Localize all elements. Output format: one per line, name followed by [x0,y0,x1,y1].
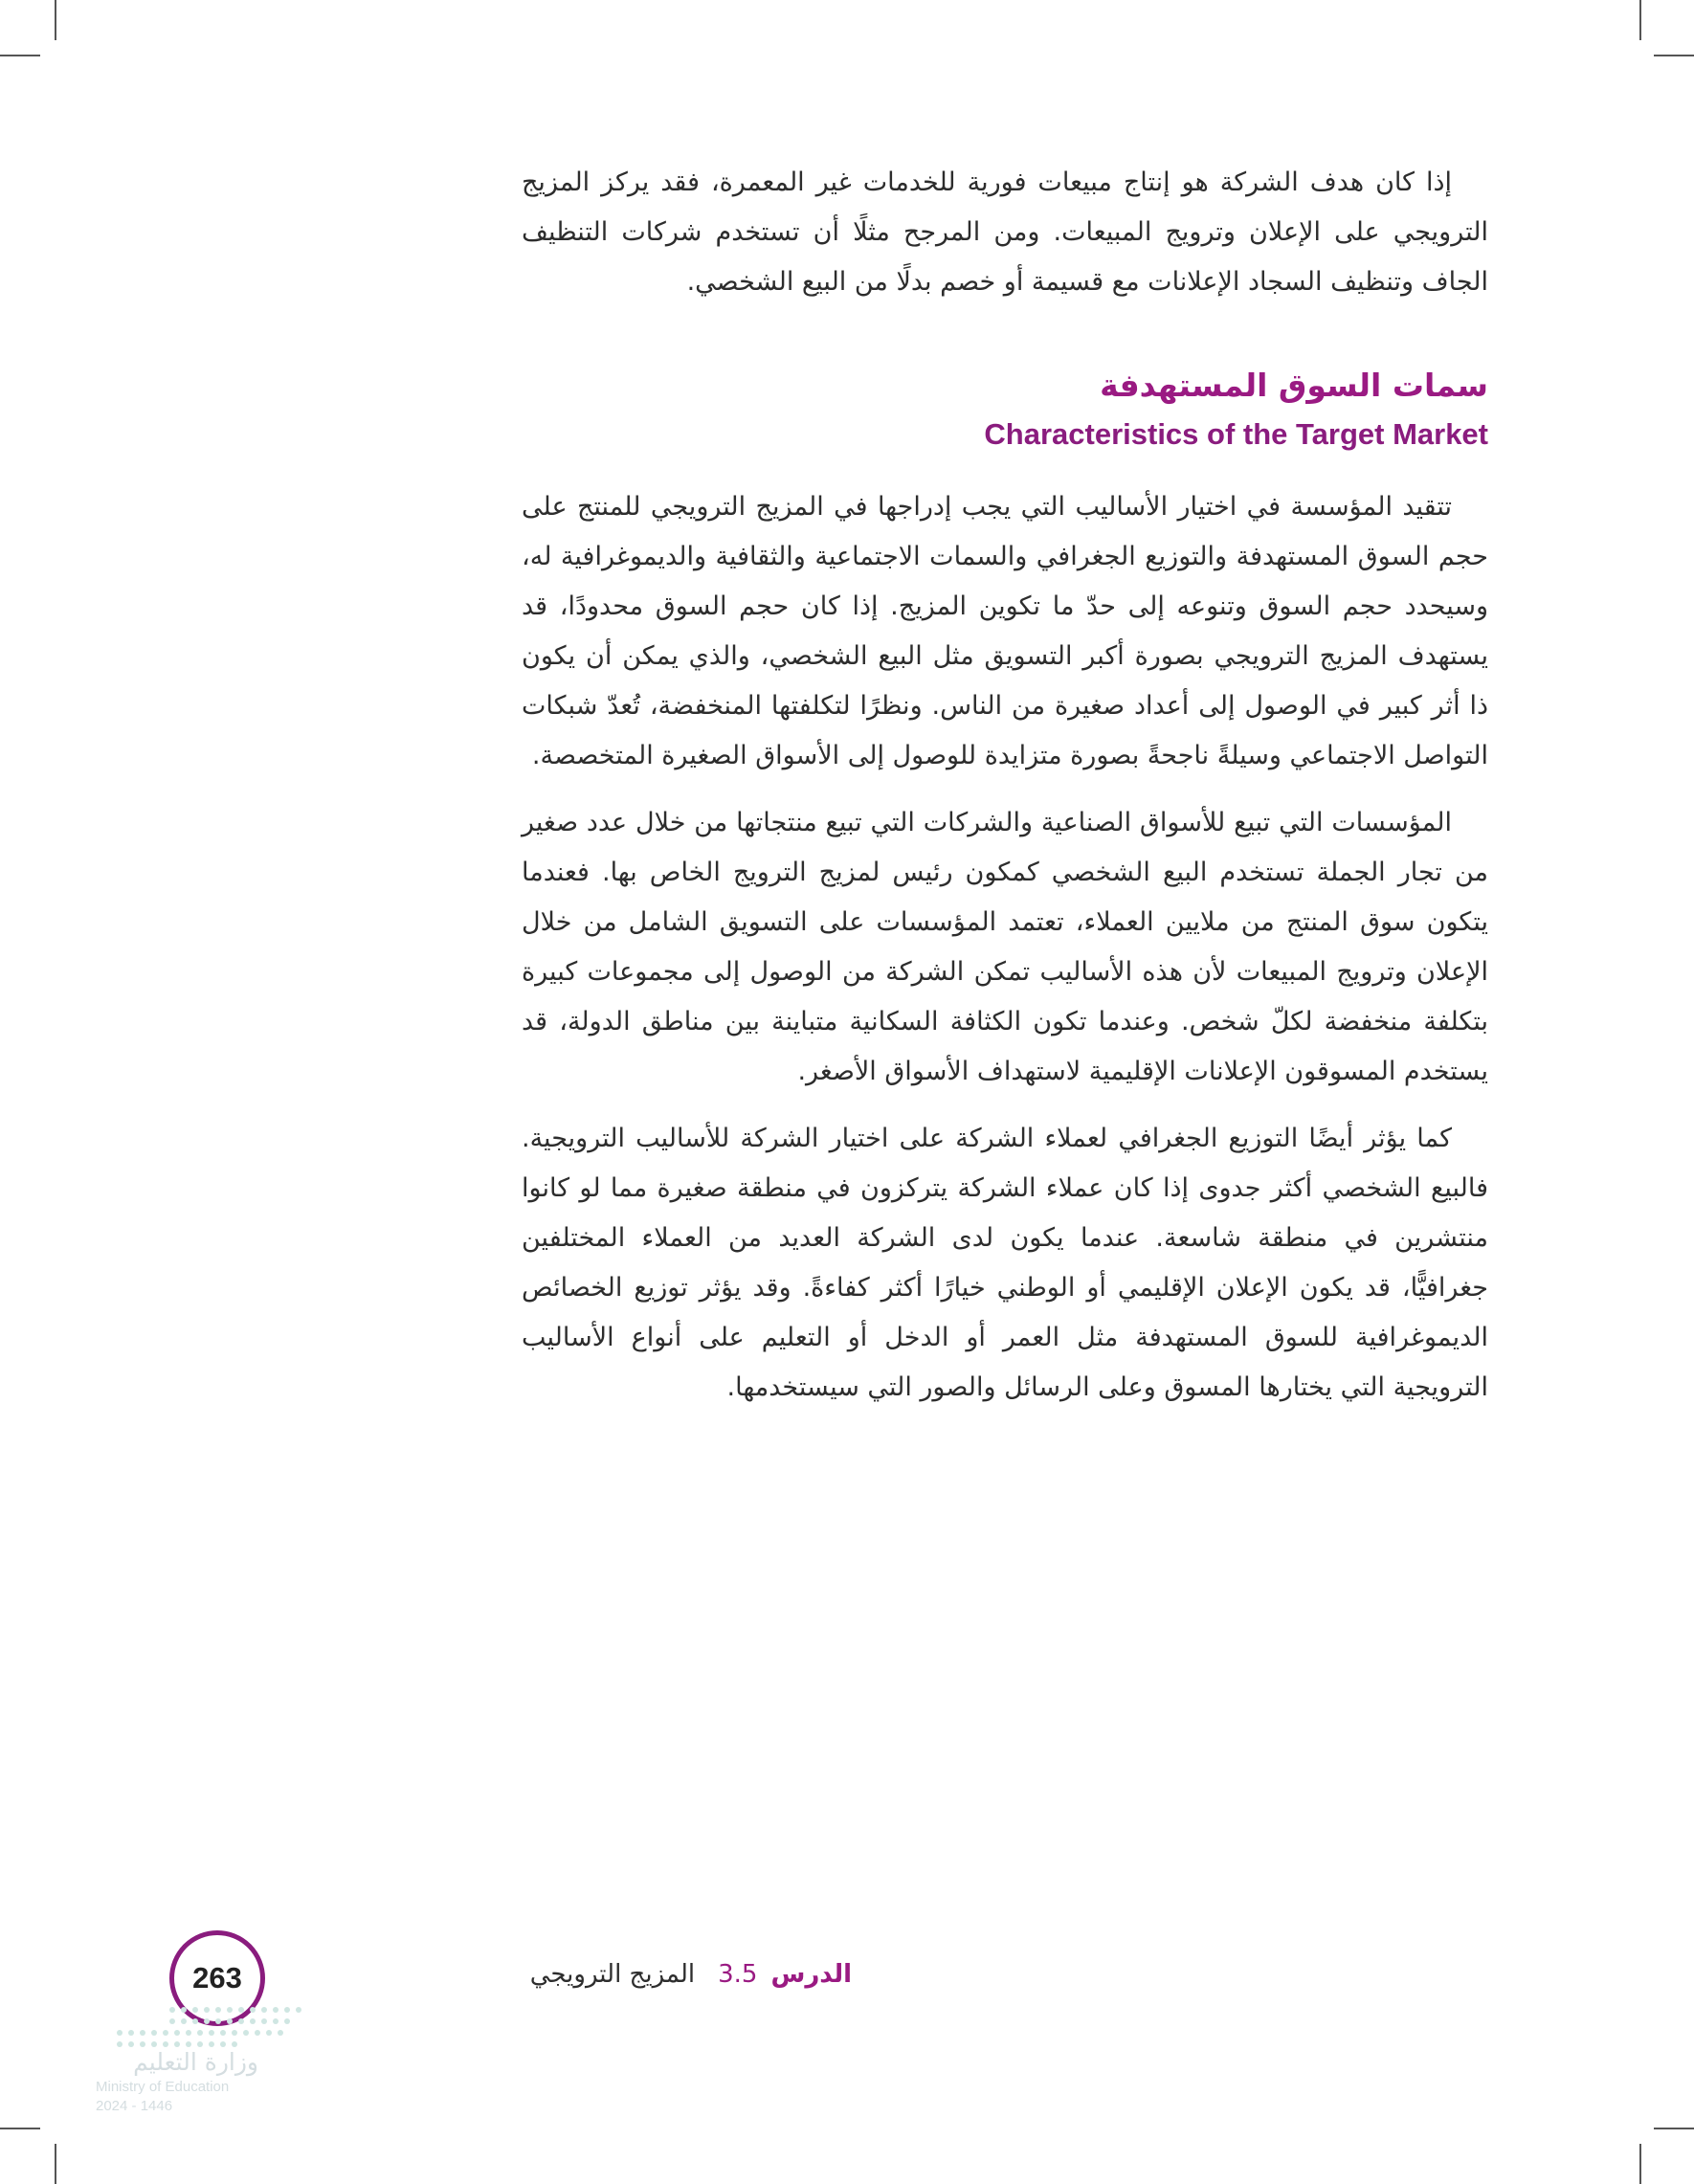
lesson-number: 3.5 [718,1960,758,1989]
crop-mark [55,0,56,40]
intro-paragraph: إذا كان هدف الشركة هو إنتاج مبيعات فورية للخدمات غير المعمرة، فقد يركز المزيج الترويجي على الإعلان وترويج المبيعات. ومن المرجح مثلًا أن تستخدم شركات التنظيف الجاف وتنظيف السجاد الإعلانات مع قسيمة أو خصم بدلًا من البيع الشخصي. [522,167,1488,297]
lesson-title: المزيج الترويجي [529,1960,696,1989]
ministry-name-arabic: وزارة التعليم [133,2048,258,2076]
ministry-name-english: Ministry of Education [96,2079,230,2095]
crop-mark [1639,2144,1641,2184]
section-paragraph-3: كما يؤثر أيضًا التوزيع الجغرافي لعملاء الشركة على اختيار الشركة للأساليب الترويجية. فالبيع الشخصي أكثر جدوى إذا كان عملاء الشركة يتركزون في منطقة صغيرة مما لو كانوا منتشرين في منطقة شاسعة. عندما يكون لدى الشركة العديد من العملاء المختلفين جغرافيًّا، قد يكون الإعلان الإقليمي أو الوطني خيارًا أكثر كفاءةً. وقد يؤثر توزيع الخصائص الديموغرافية للسوق المستهدفة مثل العمر أو الدخل أو التعليم على أنواع الأساليب الترويجية التي يختارها المسوق وعلى الرسائل والصور التي سيستخدمها. [522,1124,1488,1402]
section-paragraph-1: تتقيد المؤسسة في اختيار الأساليب التي يجب إدراجها في المزيج الترويجي للمنتج على حجم السوق المستهدفة والتوزيع الجغرافي والسمات الاجتماعية والثقافية والديموغرافية له، وسيحدد حجم السوق وتنوعه إلى حدّ ما تكوين المزيج. إذا كان حجم السوق محدودًا، قد يستهدف المزيج الترويجي بصورة أكبر التسويق مثل البيع الشخصي، والذي يمكن أن يكون ذا أثر كبير في الوصول إلى أعداد صغيرة من الناس. ونظرًا لتكلفتها المنخفضة، تُعدّ شبكات التواصل الاجتماعي وسيلةً ناجحةً بصورة متزايدة للوصول إلى الأسواق الصغيرة المتخصصة. [522,492,1488,770]
crop-mark [55,2144,56,2184]
ministry-year: 2024 - 1446 [96,2098,173,2114]
section-title-arabic: سمات السوق المستهدفة [1100,367,1488,404]
lesson-label: الدرس [770,1960,852,1989]
section-title-english: Characteristics of the Target Market [984,417,1488,451]
page-number: 263 [169,1930,265,2026]
crop-mark [1639,0,1641,40]
footer-lesson [498,1960,852,1989]
page-content [522,158,1488,1430]
crop-mark [0,55,40,56]
crop-mark [0,2128,40,2129]
crop-mark [1654,2128,1694,2129]
section-paragraph-2: المؤسسات التي تبيع للأسواق الصناعية والشركات التي تبيع منتجاتها من خلال عدد صغير من تجار الجملة تستخدم البيع الشخصي كمكون رئيس لمزيج الترويج الخاص بها. فعندما يتكون سوق المنتج من ملايين العملاء، تعتمد المؤسسات على التسويق الشامل من خلال الإعلان وترويج المبيعات لأن هذه الأساليب تمكن الشركة من الوصول إلى مجموعات كبيرة بتكلفة منخفضة لكلّ شخص. وعندما تكون الكثافة السكانية متباينة بين مناطق الدولة، قد يستخدم المسوقون الإعلانات الإقليمية لاستهداف الأسواق الأصغر. [522,808,1488,1086]
crop-mark [1654,55,1694,56]
